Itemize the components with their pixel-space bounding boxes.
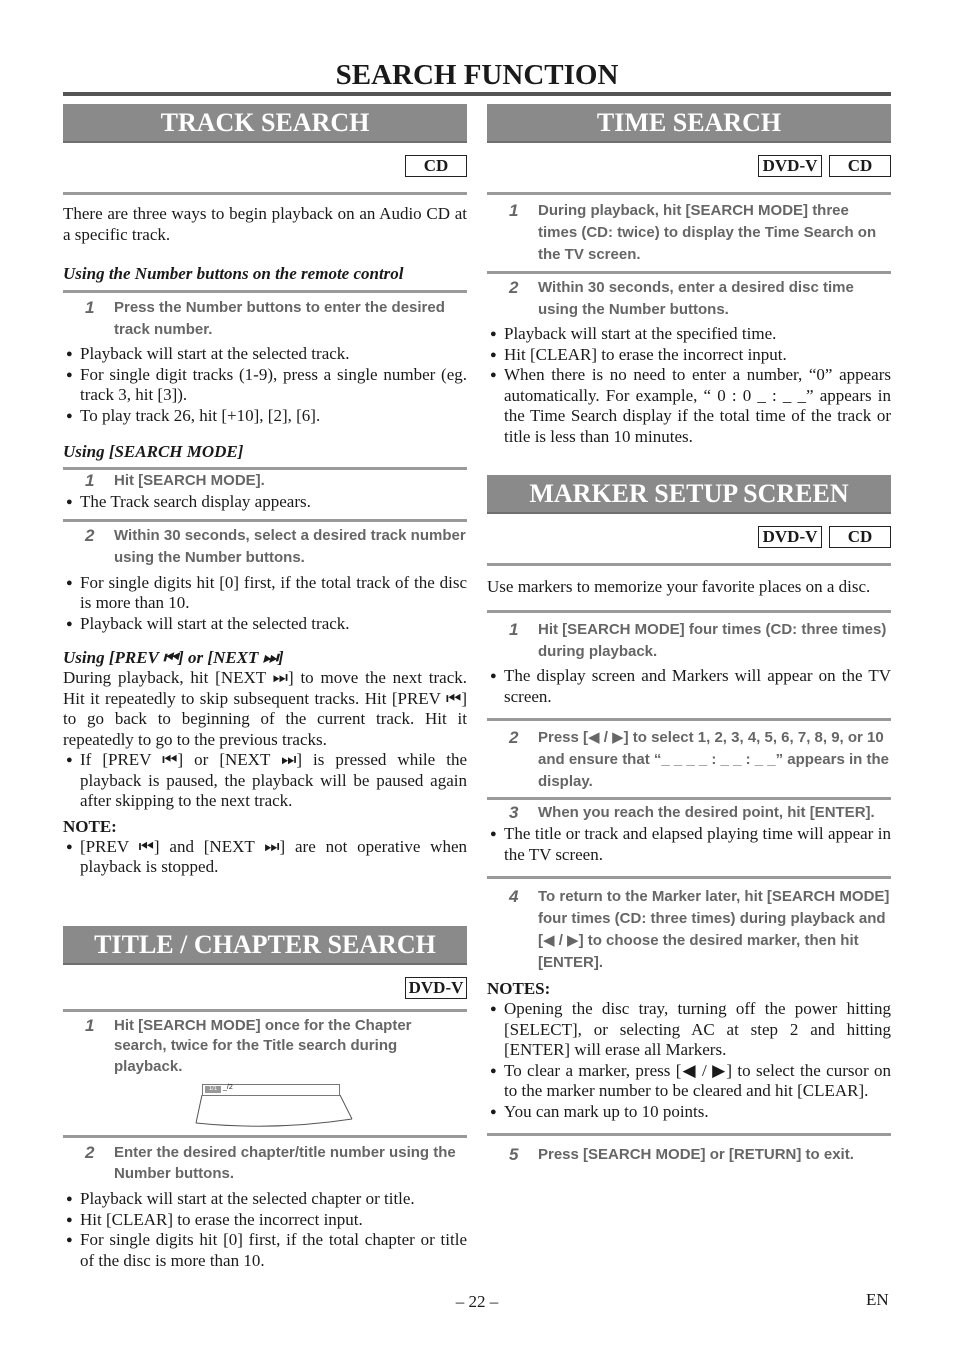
note-bullets: [63, 837, 467, 878]
divider: [63, 1009, 467, 1012]
step-text: Hit [SEARCH MODE] four times (CD: three times) during playback.: [538, 621, 887, 660]
prev-next-subheading: Using [PREV ⏮] or [NEXT ⏭]: [63, 648, 284, 667]
title-chapter-bullets: [63, 1189, 467, 1271]
marker-step-3: [487, 802, 891, 824]
marker-setup-intro: Use markers to memorize your favorite places on a disc.: [487, 577, 871, 596]
display-tag: 1/1: [205, 1086, 221, 1093]
dvd-v-badge: DVD-V: [758, 155, 822, 177]
divider: [487, 718, 891, 721]
page-number: – 22 –: [455, 1292, 499, 1311]
marker-step-5: [487, 1144, 891, 1166]
display-value: _/2: [223, 1084, 233, 1091]
track-search-badges: [63, 155, 467, 177]
divider: [63, 290, 467, 293]
search-mode-bullets: [63, 573, 467, 635]
title-chapter-heading: TITLE / CHAPTER SEARCH: [63, 926, 467, 965]
list-item: ● The Track search display appears.: [63, 492, 467, 513]
list-item: ● The title or track and elapsed playing time will appear in the TV screen.: [487, 824, 891, 865]
step-text: Press [◀ / ▶] to select 1, 2, 3, 4, 5, 6, 7, 8, 9, or 10 and ensure that “_ _ _ _ : _ _ : _ _” appears in the display.: [538, 729, 889, 790]
list-item: ● Playback will start at the selected track.: [63, 344, 467, 365]
divider: [487, 1133, 891, 1136]
step-text: Within 30 seconds, enter a desired disc time using the Number buttons.: [538, 279, 854, 318]
list-item: ● You can mark up to 10 points.: [487, 1102, 891, 1123]
step-number: 1: [509, 201, 519, 220]
step-text: Hit [SEARCH MODE].: [114, 472, 265, 489]
cd-badge: CD: [829, 526, 891, 548]
step-text: Within 30 seconds, select a desired track number using the Number buttons.: [114, 526, 466, 566]
left-column: [63, 104, 467, 1271]
step-text: Press the Number buttons to enter the desired track number.: [114, 299, 445, 338]
title-chapter-badges: [63, 977, 467, 999]
title-rule: [63, 92, 891, 96]
note-heading: NOTE:: [63, 816, 117, 836]
list-item: ● To play track 26, hit [+10], [2], [6].: [63, 406, 467, 427]
divider: [487, 271, 891, 274]
step-number: 1: [509, 620, 519, 639]
marker-setup-badges: [487, 526, 891, 548]
number-buttons-step-1: [63, 297, 467, 341]
list-item: ● [PREV ⏮] and [NEXT ⏭] are not operative when playback is stopped.: [63, 837, 467, 878]
marker-step-2: [487, 727, 891, 793]
divider: [487, 610, 891, 613]
search-display-illustration: [194, 1081, 354, 1129]
list-item: ● Playback will start at the selected chapter or title.: [63, 1189, 467, 1210]
step-text: When you reach the desired point, hit [ENTER].: [538, 804, 875, 821]
list-item: ● To clear a marker, press [◀ / ▶] to select the cursor on to the marker number to be cleared and hit [CLEAR].: [487, 1061, 891, 1102]
list-item: ● If [PREV ⏮] or [NEXT ⏭] is pressed while the playback is paused, the playback will be paused again after skipping to the next track.: [63, 750, 467, 812]
divider: [487, 797, 891, 800]
time-search-badges: [487, 155, 891, 177]
step-text: Hit [SEARCH MODE] once for the Chapter search, twice for the Title search during playback.: [114, 1016, 412, 1075]
marker-step-4: [487, 886, 891, 974]
time-search-step-2: [487, 277, 891, 321]
step-number: 1: [85, 298, 95, 317]
number-buttons-subheading: Using the Number buttons on the remote control: [63, 264, 404, 283]
marker-step-3-bullets: [487, 824, 891, 865]
list-item: ● The display screen and Markers will appear on the TV screen.: [487, 666, 891, 707]
track-search-heading: TRACK SEARCH: [63, 104, 467, 143]
notes-heading: NOTES:: [487, 979, 551, 998]
prev-next-bullets: [63, 750, 467, 812]
marker-step-1: [487, 619, 891, 663]
list-item: ● Hit [CLEAR] to erase the incorrect input.: [487, 345, 891, 366]
time-search-step-1: [487, 200, 891, 266]
cd-badge: CD: [829, 155, 891, 177]
list-item: ● Playback will start at the selected track.: [63, 614, 467, 635]
step-text: To return to the Marker later, hit [SEARCH MODE] four times (CD: three times) during playback and [◀ / ▶] to choose the desired marker, then hit [ENTER].: [538, 888, 890, 971]
divider: [487, 876, 891, 879]
divider: [487, 563, 891, 566]
prev-next-body: During playback, hit [NEXT ⏭] to move the next track. Hit it repeatedly to skip subsequent tracks. Hit [PREV ⏮] to go back to beginning of the current track. Hit it repeatedly to go to the previous tracks.: [63, 668, 467, 749]
search-mode-step-1: [63, 470, 467, 492]
divider: [63, 192, 467, 195]
search-mode-step-2: [63, 525, 467, 569]
step-number: 4: [509, 887, 519, 906]
divider: [63, 519, 467, 522]
number-buttons-bullets: [63, 344, 467, 426]
title-chapter-step-2: [63, 1143, 467, 1184]
step-text: Enter the desired chapter/title number using the Number buttons.: [114, 1144, 456, 1182]
list-item: ● When there is no need to enter a number, “0” appears automatically. For example, “ 0 : 0 _ : _ _” appears in the Time Search display if the total time of the track or title is less than 10 minutes.: [487, 365, 891, 447]
divider: [63, 1135, 467, 1138]
track-search-intro: There are three ways to begin playback on an Audio CD at a specific track.: [63, 204, 467, 244]
step-number: 2: [509, 278, 519, 297]
step-number: 5: [509, 1145, 519, 1164]
right-column: [487, 104, 891, 1166]
list-item: ● For single digits hit [0] first, if the total chapter or title of the disc is more than 10.: [63, 1230, 467, 1271]
step-text: During playback, hit [SEARCH MODE] three times (CD: twice) to display the Time Search on the TV screen.: [538, 202, 877, 263]
page-title: SEARCH FUNCTION: [335, 59, 619, 91]
step-number: 2: [85, 1143, 95, 1162]
list-item: ● For single digits hit [0] first, if the total track of the disc is more than 10.: [63, 573, 467, 614]
time-search-heading: TIME SEARCH: [487, 104, 891, 143]
list-item: ● Playback will start at the specified time.: [487, 324, 891, 345]
search-mode-subheading: Using [SEARCH MODE]: [63, 442, 244, 461]
step-number: 2: [85, 525, 95, 545]
language-code: EN: [866, 1290, 889, 1309]
marker-step-1-bullets: [487, 666, 891, 707]
marker-setup-heading: MARKER SETUP SCREEN: [487, 475, 891, 514]
dvd-v-badge: DVD-V: [405, 977, 467, 999]
dvd-v-badge: DVD-V: [758, 526, 822, 548]
list-item: ● Hit [CLEAR] to erase the incorrect input.: [63, 1210, 467, 1231]
list-item: ● Opening the disc tray, turning off the power hitting [SELECT], or selecting AC at step 2 and hitting [ENTER] will erase all Markers.: [487, 999, 891, 1061]
title-chapter-step-1: [63, 1016, 467, 1078]
step-number: 3: [509, 803, 519, 822]
divider: [487, 192, 891, 195]
cd-badge: CD: [405, 155, 467, 177]
search-mode-bullet-1: [63, 492, 467, 513]
notes-bullets: [487, 999, 891, 1122]
step-number: 2: [509, 728, 519, 747]
list-item: ● For single digit tracks (1-9), press a single number (eg. track 3, hit [3]).: [63, 365, 467, 406]
step-number: 1: [85, 1015, 95, 1035]
time-search-bullets: [487, 324, 891, 447]
step-number: 1: [85, 471, 95, 490]
step-text: Press [SEARCH MODE] or [RETURN] to exit.: [538, 1146, 854, 1163]
